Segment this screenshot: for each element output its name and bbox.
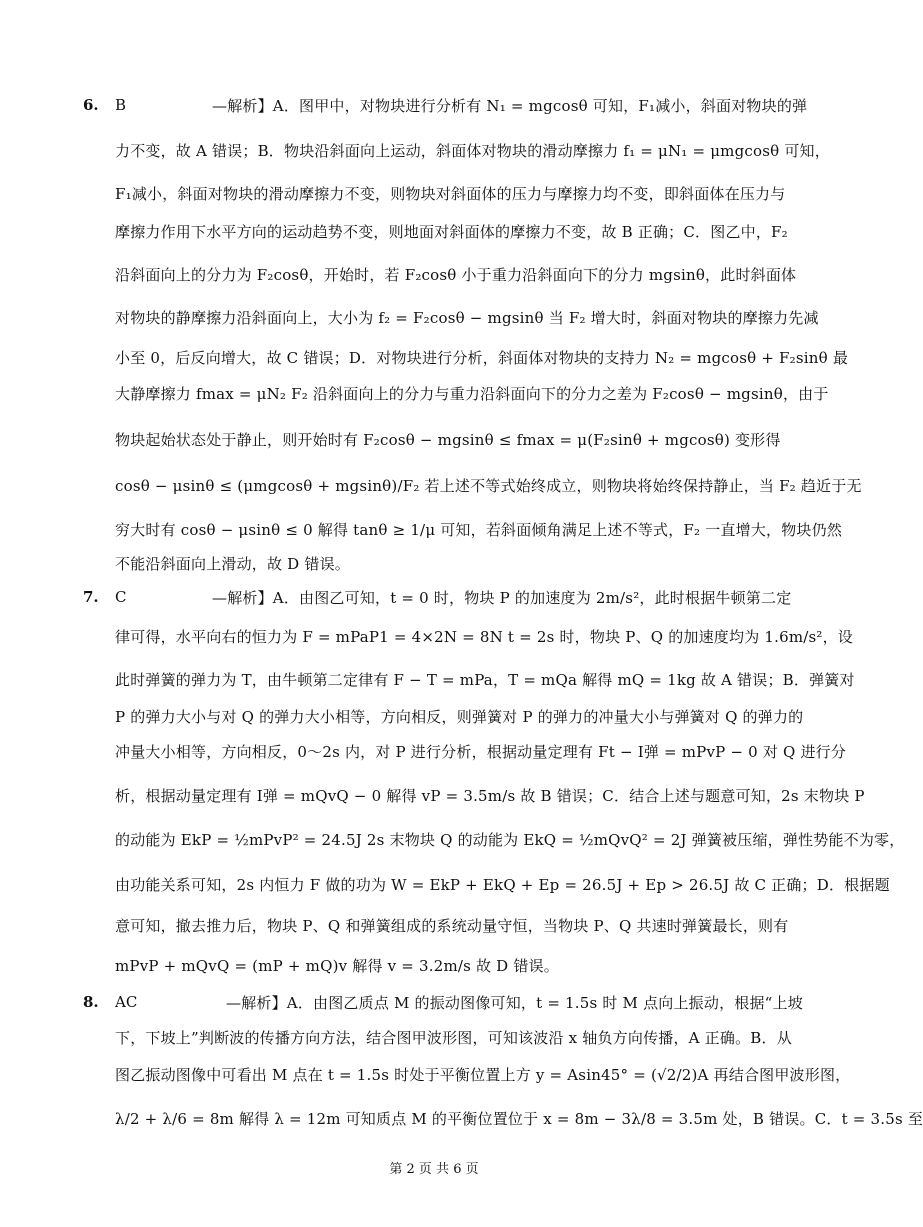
explanation-line: 此时弹簧的弹力为 T，由牛顿第二定律有 F − T = mPa，T = mQa 解得 mQ = 1kg 故 A 错误；B．弹簧对 <box>115 671 855 689</box>
explanation-line: —解析】A．图甲中，对物块进行分析有 N₁ = mgcosθ 可知，F₁减小，斜面对物块的弹 <box>212 97 808 115</box>
explanation-line: —解析】A．由图乙质点 M 的振动图像可知，t = 1.5s 时 M 点向上振动，根据“上坡 <box>226 994 803 1012</box>
explanation-line: 对物块的静摩擦力沿斜面向上，大小为 f₂ = F₂cosθ − mgsinθ 当 F₂ 增大时，斜面对物块的摩擦力先减 <box>115 309 819 327</box>
explanation-line: —解析】A．由图乙可知，t = 0 时，物块 P 的加速度为 2m/s²，此时根据牛顿第二定 <box>212 589 792 607</box>
question-number: 8. <box>83 993 99 1011</box>
explanation-line: 力不变，故 A 错误；B．物块沿斜面向上运动，斜面体对物块的滑动摩擦力 f₁ = μN₁ = μmgcosθ 可知， <box>115 142 830 160</box>
explanation-line: 大静摩擦力 fmax = μN₂ F₂ 沿斜面向上的分力与重力沿斜面向下的分力之差为 F₂cosθ − mgsinθ，由于 <box>115 385 829 403</box>
question-number: 7. <box>83 588 99 606</box>
explanation-line: 图乙振动图像中可看出 M 点在 t = 1.5s 时处于平衡位置上方 y = Asin45° = (√2/2)A 再结合图甲波形图， <box>115 1066 851 1084</box>
page-footer: 第 2 页 共 6 页 <box>389 1162 479 1177</box>
explanation-line: P 的弹力大小与对 Q 的弹力大小相等，方向相反，则弹簧对 P 的弹力的冲量大小与弹簧对 Q 的弹力的 <box>115 708 804 726</box>
explanation-line: 析，根据动量定理有 I弹 = mQvQ − 0 解得 vP = 3.5m/s 故 B 错误；C．结合上述与题意可知，2s 末物块 P <box>115 787 865 805</box>
explanation-line: 下，下坡上”判断波的传播方向方法，结合图甲波形图，可知该波沿 x 轴负方向传播，A 正确。B．从 <box>115 1029 792 1047</box>
explanation-line: λ/2 + λ/6 = 8m 解得 λ = 12m 可知质点 M 的平衡位置位于 x = 8m − 3λ/8 = 3.5m 处，B 错误。C．t = 3.5s 至 <box>115 1110 923 1128</box>
question-number: 6. <box>83 96 99 114</box>
explanation-line: 小至 0，后反向增大，故 C 错误；D．对物块进行分析，斜面体对物块的支持力 N₂ = mgcosθ + F₂sinθ 最 <box>115 349 849 367</box>
explanation-line: F₁减小，斜面对物块的滑动摩擦力不变，则物块对斜面体的压力与摩擦力均不变，即斜面体在压力与 <box>115 185 786 203</box>
explanation-line: 意可知，撤去推力后，物块 P、Q 和弹簧组成的系统动量守恒，当物块 P、Q 共速时弹簧最长，则有 <box>115 917 789 935</box>
explanation-line: 律可得，水平向右的恒力为 F = mPaP1 = 4×2N = 8N t = 2s 时，物块 P、Q 的加速度均为 1.6m/s²，设 <box>115 628 854 646</box>
explanation-line: cosθ − μsinθ ≤ (μmgcosθ + mgsinθ)/F₂ 若上述不等式始终成立，则物块将始终保持静止，当 F₂ 趋近于无 <box>115 477 862 495</box>
explanation-line: 的动能为 EkP = ½mPvP² = 24.5J 2s 末物块 Q 的动能为 EkQ = ½mQvQ² = 2J 弹簧被压缩，弹性势能不为零， <box>115 831 905 849</box>
explanation-line: 不能沿斜面向上滑动，故 D 错误。 <box>115 555 350 573</box>
explanation-line: 由功能关系可知，2s 内恒力 F 做的功为 W = EkP + EkQ + Ep = 26.5J + Ep > 26.5J 故 C 正确；D．根据题 <box>115 876 890 894</box>
explanation-line: 物块起始状态处于静止，则开始时有 F₂cosθ − mgsinθ ≤ fmax = μ(F₂sinθ + mgcosθ) 变形得 <box>115 431 781 449</box>
answer-label: C <box>115 588 127 606</box>
answer-label: B <box>115 96 127 114</box>
explanation-line: mPvP + mQvQ = (mP + mQ)v 解得 v = 3.2m/s 故 D 错误。 <box>115 957 559 975</box>
explanation-line: 冲量大小相等，方向相反，0～2s 内，对 P 进行分析，根据动量定理有 Ft − I弹 = mPvP − 0 对 Q 进行分 <box>115 743 847 761</box>
explanation-line: 摩擦力作用下水平方向的运动趋势不变，则地面对斜面体的摩擦力不变，故 B 正确；C．图乙中，F₂ <box>115 223 788 241</box>
answer-label: AC <box>115 993 138 1011</box>
explanation-line: 穷大时有 cosθ − μsinθ ≤ 0 解得 tanθ ≥ 1/μ 可知，若斜面倾角满足上述不等式，F₂ 一直增大，物块仍然 <box>115 521 843 539</box>
explanation-line: 沿斜面向上的分力为 F₂cosθ，开始时，若 F₂cosθ 小于重力沿斜面向下的分力 mgsinθ，此时斜面体 <box>115 266 797 284</box>
